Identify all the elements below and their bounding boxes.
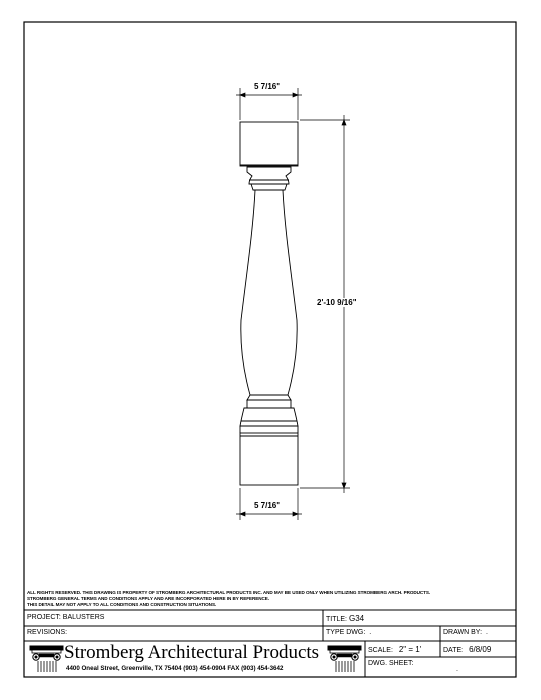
type-dwg-value: . <box>369 629 372 636</box>
company-address: 4400 Oneal Street, Greenville, TX 75404 (903) 454-0904 FAX (903) 454-3642 <box>66 665 284 672</box>
title-value: G34 <box>348 614 365 623</box>
dwg-sheet-label: DWG. SHEET: <box>368 660 414 667</box>
date-value: 6/8/09 <box>469 645 492 654</box>
dim-bottom-width: 5 7/16" <box>254 501 281 510</box>
notice-line-2: STROMBERG GENERAL TERMS AND CONDITIONS APPLY AND ARE INCORPORATED HERE IN BY REFERENCE. <box>27 596 270 601</box>
scale-field <box>368 645 421 654</box>
notice-line-3: THIS DETAIL MAY NOT APPLY TO ALL CONDITIONS AND CONSTRUCTION SITUATIONS. <box>27 602 217 607</box>
bottom-block <box>240 433 298 485</box>
drawn-by-label: DRAWN BY: <box>443 629 483 636</box>
company-name: Stromberg Architectural Products <box>64 642 320 663</box>
baluster-shaft <box>241 190 297 395</box>
top-collar <box>247 167 291 184</box>
dim-top-width: 5 7/16" <box>254 82 281 91</box>
type-dwg-field <box>326 629 371 636</box>
title-label: TITLE: <box>326 616 348 623</box>
logo-ornament-right <box>328 646 361 672</box>
project-field <box>27 614 104 621</box>
project-label: PROJECT: <box>27 614 61 621</box>
revisions-label: REVISIONS: <box>27 629 68 636</box>
baluster-profile <box>240 122 298 485</box>
type-dwg-label: TYPE DWG: <box>326 629 366 636</box>
notice-line-1: ALL RIGHTS RESERVED. THIS DRAWING IS PROPERTY OF STROMBERG ARCHITECTURAL PRODUCTS INC. AND MAY BE USED ONLY WHEN UTILIZING STROMBERG ARCH. PRODUCTS. <box>27 590 431 595</box>
date-field <box>443 645 491 654</box>
dim-height: 2'-10 9/16" <box>317 298 357 307</box>
drawn-by-field <box>443 629 488 636</box>
project-value: BALUSTERS <box>62 614 105 621</box>
top-block <box>240 122 298 166</box>
scale-value: 2" = 1' <box>398 645 422 654</box>
logo-ornament-left <box>30 646 63 672</box>
bottom-collar <box>247 395 291 400</box>
title-field <box>326 614 364 623</box>
scale-label: SCALE: <box>368 647 393 654</box>
dwg-sheet-value: . <box>456 666 458 673</box>
drawn-by-value: . <box>485 629 488 636</box>
date-label: DATE: <box>443 647 464 654</box>
